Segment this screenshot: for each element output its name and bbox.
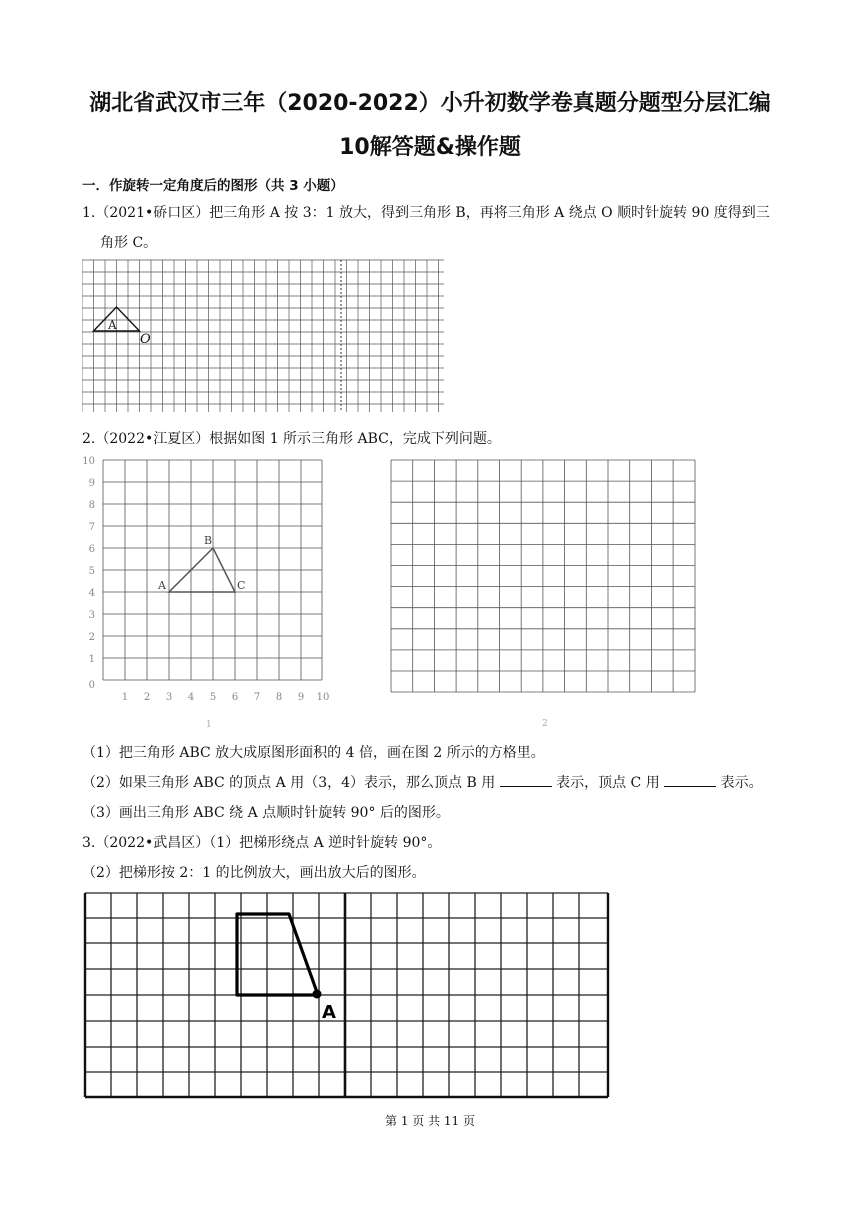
x-tick-label: 6 — [231, 692, 239, 703]
y-tick-label: 7 — [88, 522, 95, 533]
x-tick-label: 4 — [187, 692, 195, 703]
answer-blank-c[interactable] — [664, 774, 716, 787]
y-tick-label: 0 — [88, 680, 95, 691]
y-tick-label: 2 — [88, 632, 95, 643]
x-tick-label: 10 — [316, 692, 330, 703]
page-footer: 第 1 页 共 11 页 — [385, 1114, 475, 1128]
point-b-label: B — [204, 534, 213, 547]
figure-2-caption: 2 — [542, 719, 548, 728]
question-3-grid-figure — [82, 888, 612, 1100]
x-tick-label: 1 — [121, 692, 129, 703]
triangle-a-label: A — [108, 318, 117, 332]
answer-blank-b[interactable] — [500, 774, 552, 787]
question-3-text-line-1: 3.（2022•武昌区）（1）把梯形绕点 A 逆时针旋转 90°。 — [82, 835, 442, 851]
x-tick-label: 7 — [253, 692, 261, 703]
question-2-part-1: （1）把三角形 ABC 放大成原图形面积的 4 倍，画在图 2 所示的方格里。 — [82, 745, 545, 761]
y-tick-label: 9 — [88, 478, 95, 489]
trapezoid — [237, 914, 318, 995]
document-title-line-2: 10解答题&操作题 — [339, 135, 521, 160]
point-a-label: A — [158, 579, 166, 592]
question-1-grid-figure — [82, 258, 446, 414]
figure-1-caption: 1 — [206, 720, 212, 730]
y-tick-label: 6 — [88, 544, 95, 555]
x-tick-label: 8 — [275, 692, 283, 703]
x-tick-label: 5 — [209, 692, 217, 703]
y-tick-label: 10 — [82, 456, 95, 467]
question-2-intro: 2.（2022•江夏区）根据如图 1 所示三角形 ABC，完成下列问题。 — [82, 431, 501, 447]
y-tick-label: 8 — [88, 500, 95, 511]
y-tick-label: 5 — [88, 566, 95, 577]
x-tick-label: 2 — [143, 692, 151, 703]
section-heading: 一．作旋转一定角度后的图形（共 3 小题） — [82, 178, 344, 194]
figure-2-empty-grid — [388, 458, 700, 728]
question-1-text-line-2: 角形 C。 — [100, 235, 158, 251]
y-tick-label: 4 — [88, 588, 95, 599]
x-tick-label: 9 — [297, 692, 305, 703]
question-2-part-3: （3）画出三角形 ABC 绕 A 点顺时针旋转 90° 后的图形。 — [82, 805, 450, 821]
point-o-label: O — [140, 332, 151, 347]
question-3-text-line-2: （2）把梯形按 2：1 的比例放大，画出放大后的图形。 — [82, 865, 426, 881]
point-a-label: A — [322, 1002, 336, 1023]
part-2-text-middle: 表示，顶点 C 用 — [556, 775, 660, 791]
question-1-text-line-1: 1.（2021•硚口区）把三角形 A 按 3：1 放大，得到三角形 B，再将三角形 A 绕点 O 顺时针旋转 90 度得到三 — [82, 205, 770, 221]
part-2-text-after: 表示。 — [720, 775, 763, 791]
part-2-text-before: （2）如果三角形 ABC 的顶点 A 用（3，4）表示，那么顶点 B 用 — [82, 775, 496, 791]
question-2-part-2 — [82, 772, 763, 792]
figure-1-coordinate-grid — [82, 452, 342, 732]
point-c-label: C — [237, 579, 246, 592]
x-tick-label: 3 — [165, 692, 173, 703]
document-title-line-1: 湖北省武汉市三年（2020-2022）小升初数学卷真题分题型分层汇编 — [89, 91, 771, 116]
y-tick-label: 3 — [88, 610, 95, 621]
point-a-dot — [313, 990, 322, 999]
y-tick-label: 1 — [88, 654, 95, 665]
